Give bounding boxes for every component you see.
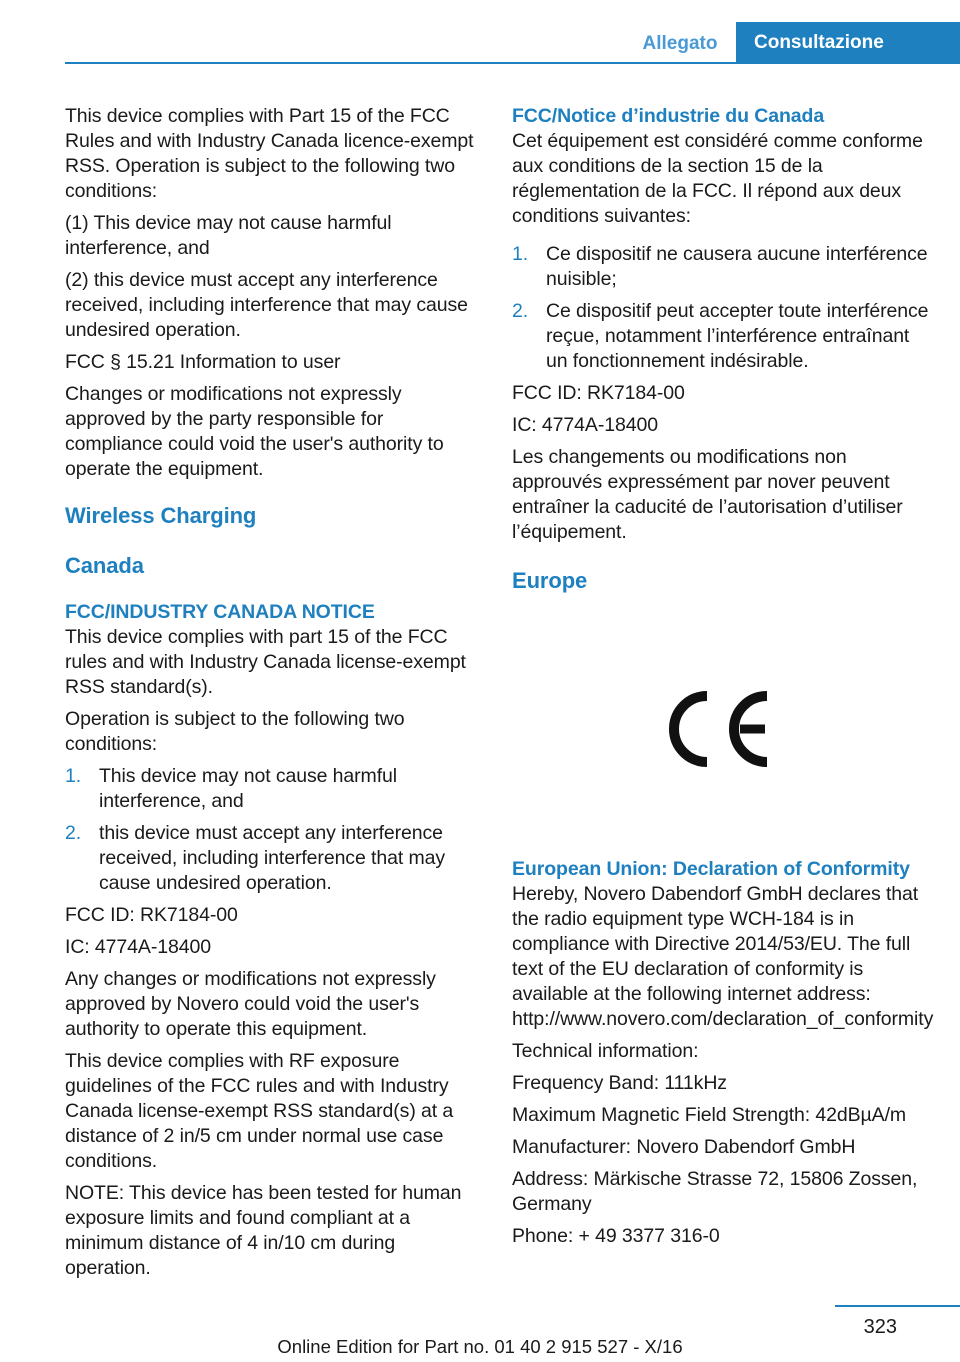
intro-paragraph-1: This device complies with Part 15 of the FCC Rules and with Industry Canada licence-exempt RSS. Operation is subject to the following two conditions: [65,105,474,202]
intro-paragraph-4: FCC § 15.21 Information to user [65,351,341,373]
intro-paragraph-5: Changes or modifications not expressly approved by the party responsible for compliance could void the user's authority to operate the equipment. [65,383,444,480]
intro-paragraph-3: (2) this device must accept any interference received, including interference that may cause undesired operation. [65,269,468,341]
magnetic-field: Maximum Magnetic Field Strength: 42dBµA/m [512,1104,907,1126]
right-column [512,104,932,1256]
list-item-number: 2. [512,300,529,322]
header-rule [65,62,960,64]
eu-declaration-heading: European Union: Declaration of Conformity [512,858,910,880]
list-item-text: Ce dispositif ne causera aucune interférence nuisible; [546,243,928,290]
list-item [512,299,932,374]
fr-ic-id: IC: 4774A-18400 [512,414,658,436]
list-item-text: Ce dispositif peut accepter toute interférence reçue, notamment l’interférence entraînant un fonctionnement indésirable. [546,300,929,372]
notice-paragraph-1: This device complies with part 15 of the FCC rules and with Industry Canada license-exempt RSS standard(s). [65,626,466,698]
list-item-number: 1. [65,765,82,787]
europe-heading: Europe [512,568,588,593]
fr-paragraph-1: Cet équipement est considéré comme conforme aux conditions de la section 15 de la réglementation de la FCC. Il répond aux deux conditions suivantes: [512,130,923,227]
header-active-tab: Consultazione [736,22,960,62]
fr-fcc-id: FCC ID: RK7184-00 [512,382,685,404]
eu-paragraph-1: Hereby, Novero Dabendorf GmbH declares that the radio equipment type WCH-184 is in compliance with Directive 2014/53/EU. The full text of the EU declaration of conformity is available at the following internet address: http://www.novero.com/declaration_of_conformity [512,883,934,1030]
list-item [65,764,483,814]
notice-heading: FCC/INDUSTRY CANADA NOTICE [65,601,375,623]
fcc-id: FCC ID: RK7184-00 [65,904,238,926]
note-paragraph: NOTE: This device has been tested for human exposure limits and found compliant at a minimum distance of 4 in/10 cm during operation. [65,1182,462,1279]
list-item-number: 2. [65,822,82,844]
list-item-number: 1. [512,243,529,265]
list-item [65,821,483,896]
list-item-text: this device must accept any interference received, including interference that may cause undesired operation. [99,822,446,894]
header-section-tab: Allegato [642,33,718,54]
footer-edition: Online Edition for Part no. 01 40 2 915 527 - X/16 [277,1336,683,1357]
manufacturer: Manufacturer: Novero Dabendorf GmbH [512,1136,856,1158]
fr-notice-heading: FCC/Notice d’industrie du Canada [512,105,825,127]
page-number-rule [835,1305,960,1307]
frequency-band: Frequency Band: 111kHz [512,1072,727,1094]
changes-paragraph: Any changes or modifications not expressly approved by Novero could void the user's authority to operate this equipment. [65,968,436,1040]
ic-id: IC: 4774A-18400 [65,936,211,958]
page-number: 323 [863,1316,897,1338]
left-column [65,104,483,1288]
conditions-list [65,764,483,896]
address: Address: Märkische Strasse 72, 15806 Zossen, Germany [512,1168,918,1215]
list-item [512,242,932,292]
rf-exposure-paragraph: This device complies with RF exposure guidelines of the FCC rules and with Industry Canada license-exempt RSS standard(s) at a distance of 2 in/5 cm under normal use case conditions. [65,1050,454,1172]
notice-paragraph-2: Operation is subject to the following two conditions: [65,708,405,755]
tech-info: Technical information: [512,1040,699,1062]
intro-paragraph-2: (1) This device may not cause harmful interference, and [65,212,392,259]
canada-heading: Canada [65,553,144,578]
phone: Phone: + 49 3377 316-0 [512,1225,720,1247]
fr-conditions-list [512,242,932,374]
ce-mark-icon [655,684,780,774]
list-item-text: This device may not cause harmful interference, and [99,765,397,812]
wireless-charging-heading: Wireless Charging [65,503,257,528]
fr-changes-paragraph: Les changements ou modifications non approuvés expressément par nover peuvent entraîner la caducité de l’autorisation d’utiliser l’équipement. [512,446,903,543]
